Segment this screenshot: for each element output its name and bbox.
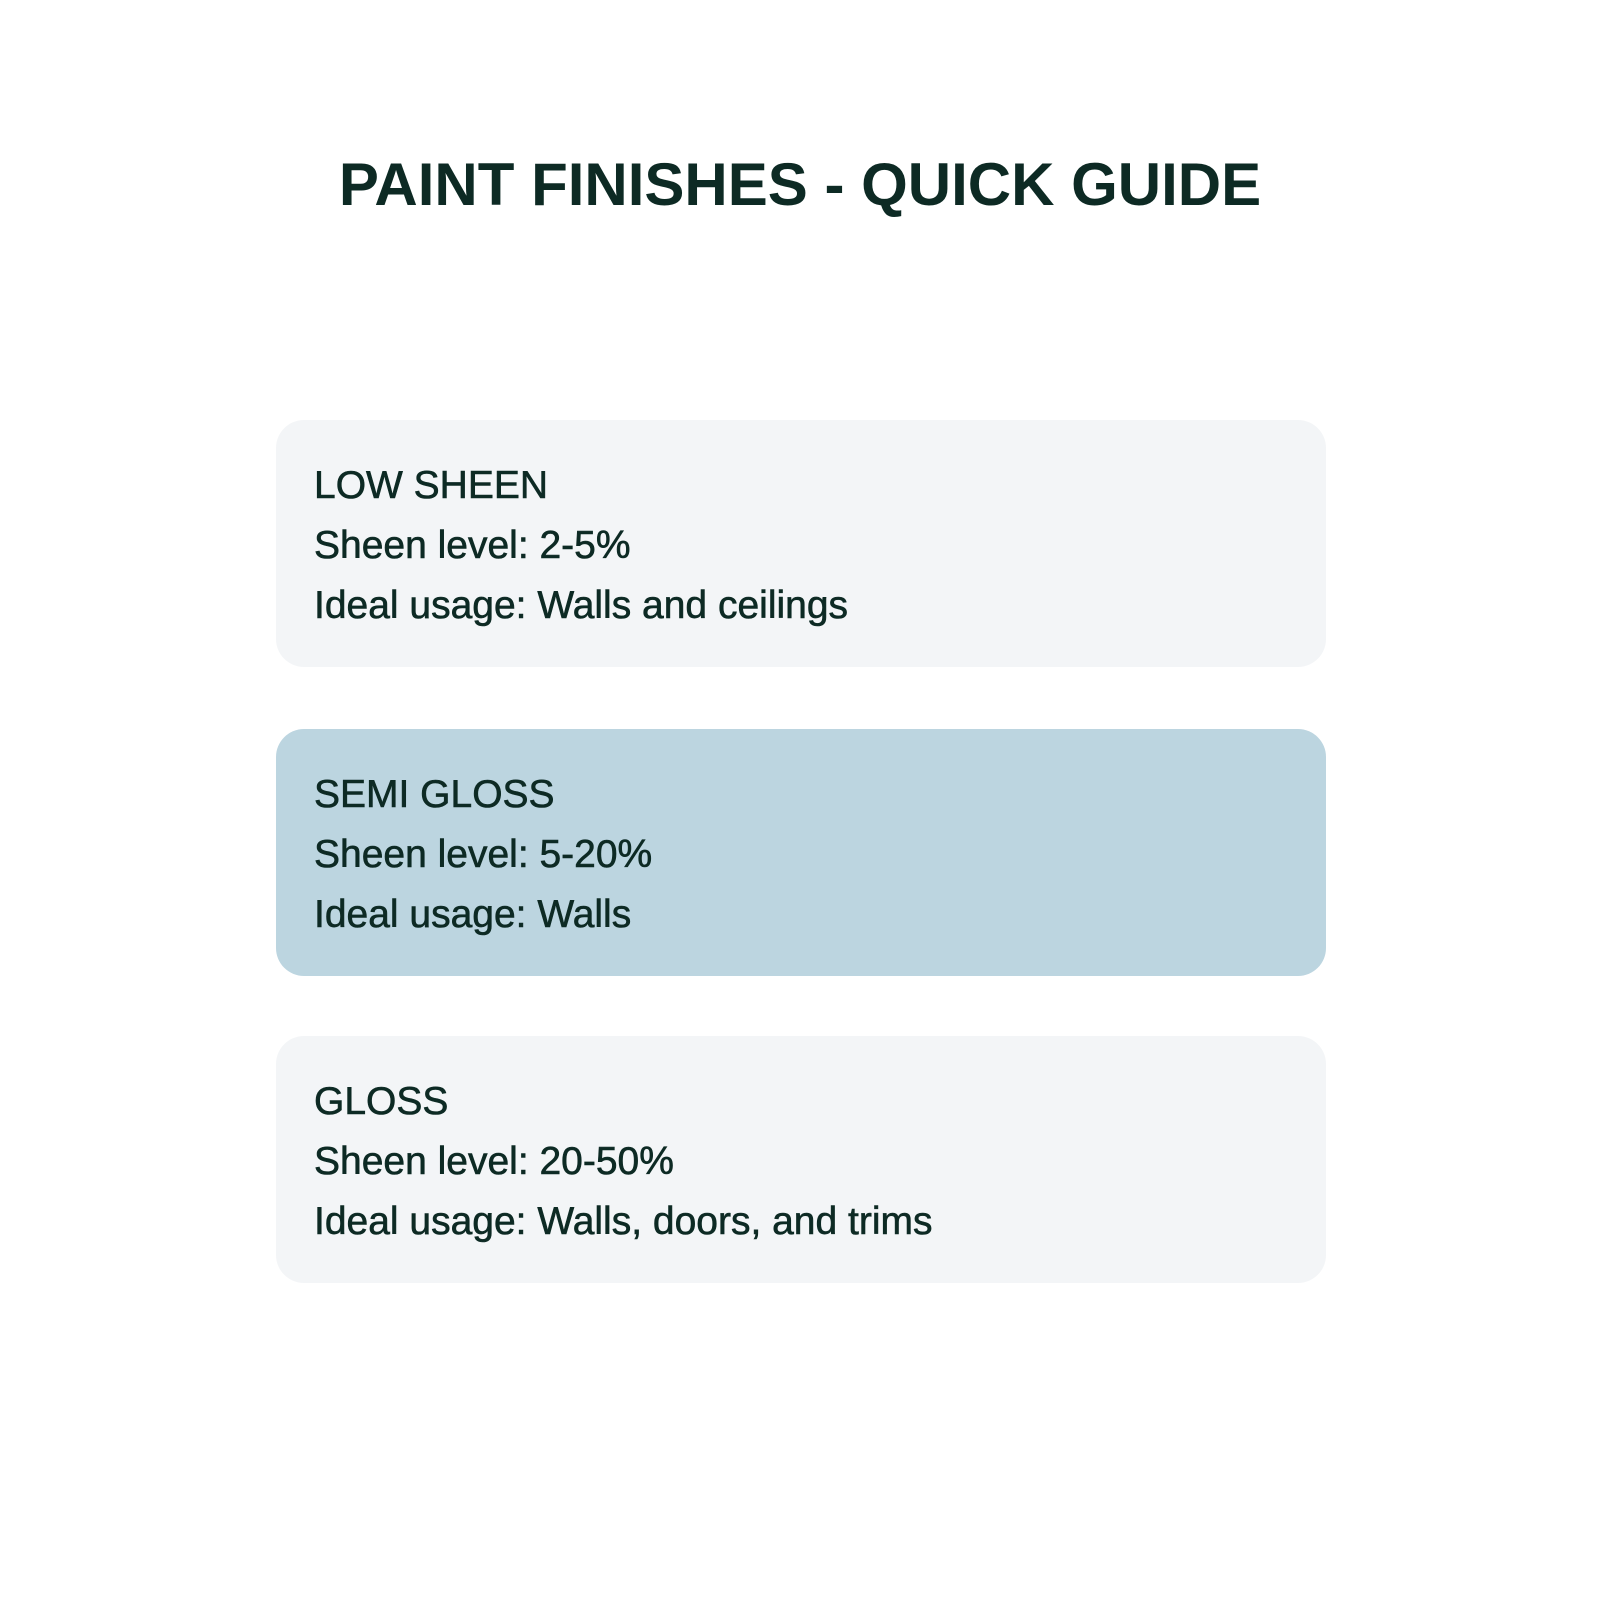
page-title: PAINT FINISHES - QUICK GUIDE <box>338 151 1262 218</box>
ideal-usage: Ideal usage: Walls <box>314 893 632 936</box>
finish-name: SEMI GLOSS <box>314 773 555 816</box>
finish-card-low-sheen <box>276 420 1326 667</box>
finish-name: GLOSS <box>314 1080 449 1123</box>
finish-card-gloss <box>276 1036 1326 1283</box>
sheen-level: Sheen level: 20-50% <box>314 1140 674 1183</box>
sheen-level: Sheen level: 2-5% <box>314 524 631 567</box>
ideal-usage: Ideal usage: Walls and ceilings <box>314 584 849 627</box>
sheen-level: Sheen level: 5-20% <box>314 833 653 876</box>
finish-name: LOW SHEEN <box>314 464 549 507</box>
finish-card-semi-gloss <box>276 729 1326 976</box>
ideal-usage: Ideal usage: Walls, doors, and trims <box>314 1200 933 1243</box>
